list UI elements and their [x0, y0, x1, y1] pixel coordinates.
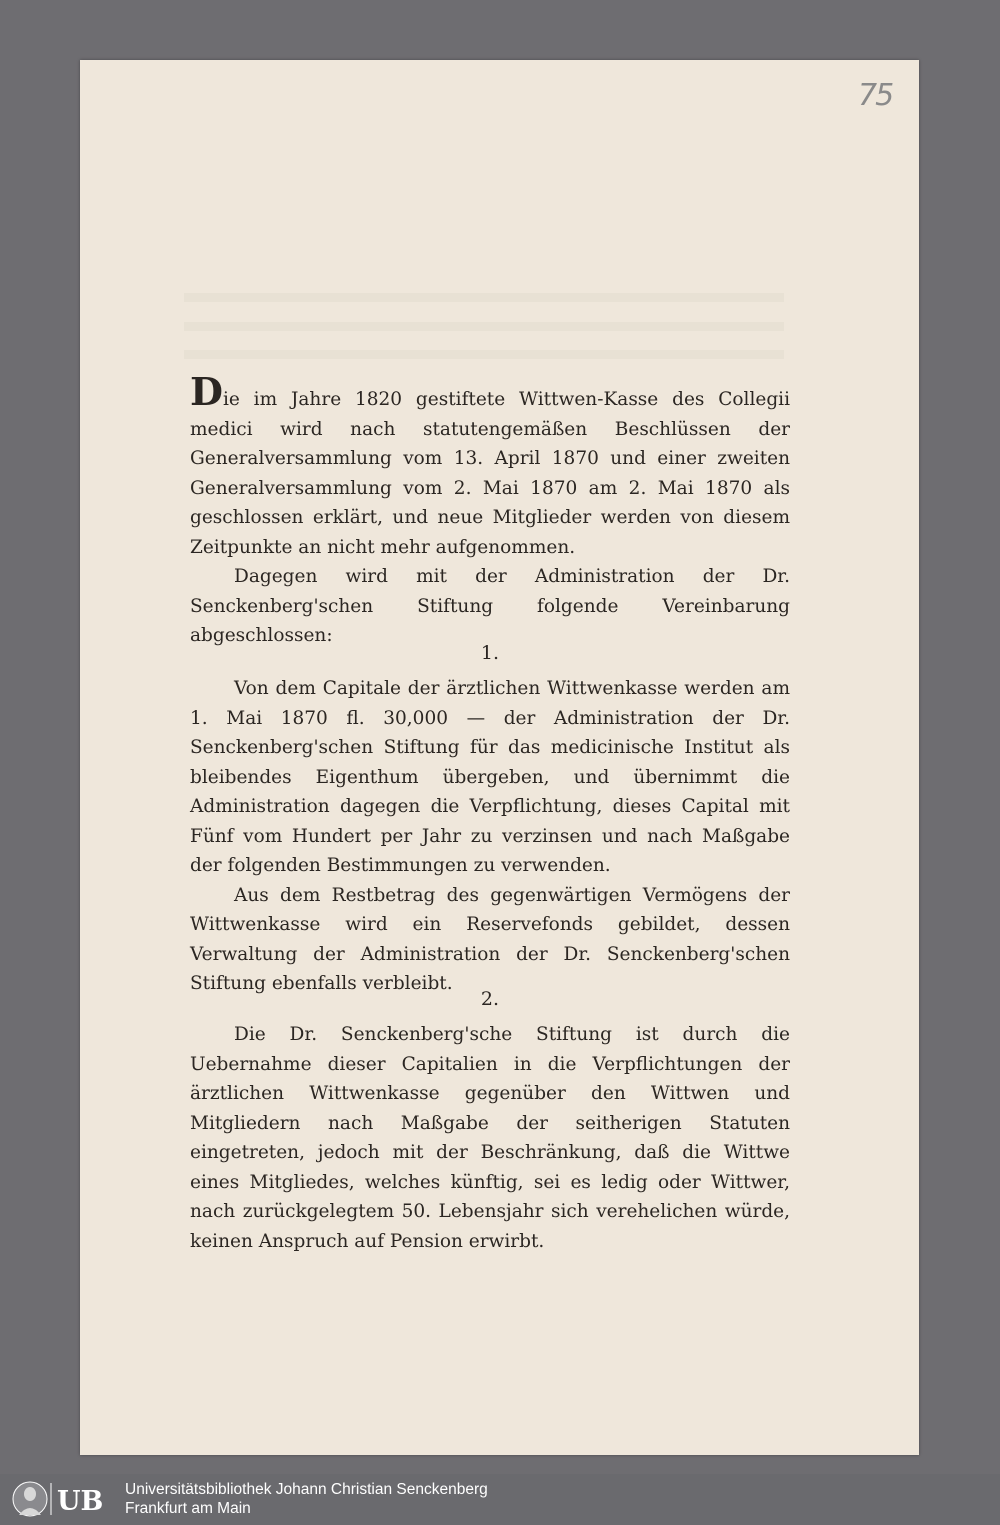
footer-library-name: Universitätsbibliothek Johann Christian Senckenberg — [125, 1481, 488, 1498]
section-1-paragraph-1: Von dem Capitale der ärztlichen Wittwenkasse werden am 1. Mai 1870 fl. 30,000 — der Administration der Dr. Senckenberg'schen Stiftung für das medicinische Institut als bleibendes Eigenthum übergeben, und übernimmt die Administration dagegen die Verpflichtung, dieses Capital mit Fünf vom Hundert per Jahr zu verzinsen und nach Maßgabe der folgenden Bestimmungen zu verwenden. — [190, 678, 790, 876]
section-number-2: 2. — [480, 988, 500, 1010]
intro-text — [190, 369, 790, 651]
footer-text — [125, 1480, 488, 1518]
handwritten-page-number: 75 — [858, 78, 893, 113]
footer-library-city: Frankfurt am Main — [125, 1500, 251, 1517]
intro-paragraph-1 — [190, 369, 790, 562]
section-number-1: 1. — [480, 642, 500, 664]
show-through-line — [184, 350, 784, 359]
show-through-line — [184, 293, 784, 302]
intro-paragraph-1-text: ie im Jahre 1820 gestiftete Wittwen-Kasse des Collegii medici wird nach statutengemäßen Beschlüssen der Generalversammlung vom 13. April 1870 und einer zweiten Generalversammlung vom 2. Mai 1870 am 2. Mai 1870 als geschlossen erklärt, und neue Mitglieder werden von diesem Zeitpunkte an nicht mehr aufgenommen. — [190, 389, 790, 558]
document-page — [80, 60, 919, 1455]
drop-cap: D — [190, 369, 223, 414]
ub-logo-icon[interactable] — [10, 1479, 118, 1519]
ub-logo-text: UB — [57, 1486, 104, 1517]
section-2-paragraph-1: Die Dr. Senckenberg'sche Stiftung ist durch die Uebernahme dieser Capitalien in die Verpflichtungen der ärztlichen Wittwenkasse gegenüber den Wittwen und Mitgliedern nach Maßgabe der seitherigen Statuten eingetreten, jedoch mit der Beschränkung, daß die Wittwe eines Mitgliedes, welches künftig, sei es ledig oder Wittwer, nach zurückgelegtem 50. Lebensjahr sich verehelichen würde, keinen Anspruch auf Pension erwirbt. — [190, 1024, 790, 1252]
footer-bar — [0, 1474, 1000, 1525]
intro-paragraph-2: Dagegen wird mit der Administration der Dr. Senckenberg'schen Stiftung folgende Vereinbarung abgeschlossen: — [190, 566, 790, 646]
section-1-paragraph-2: Aus dem Restbetrag des gegenwärtigen Vermögens der Wittwenkasse wird ein Reservefonds gebildet, dessen Verwaltung der Administration der Dr. Senckenberg'schen Stiftung ebenfalls verbleibt. — [190, 884, 790, 994]
section-1-text — [190, 674, 790, 999]
show-through-line — [184, 322, 784, 331]
section-2-text — [190, 1020, 790, 1256]
